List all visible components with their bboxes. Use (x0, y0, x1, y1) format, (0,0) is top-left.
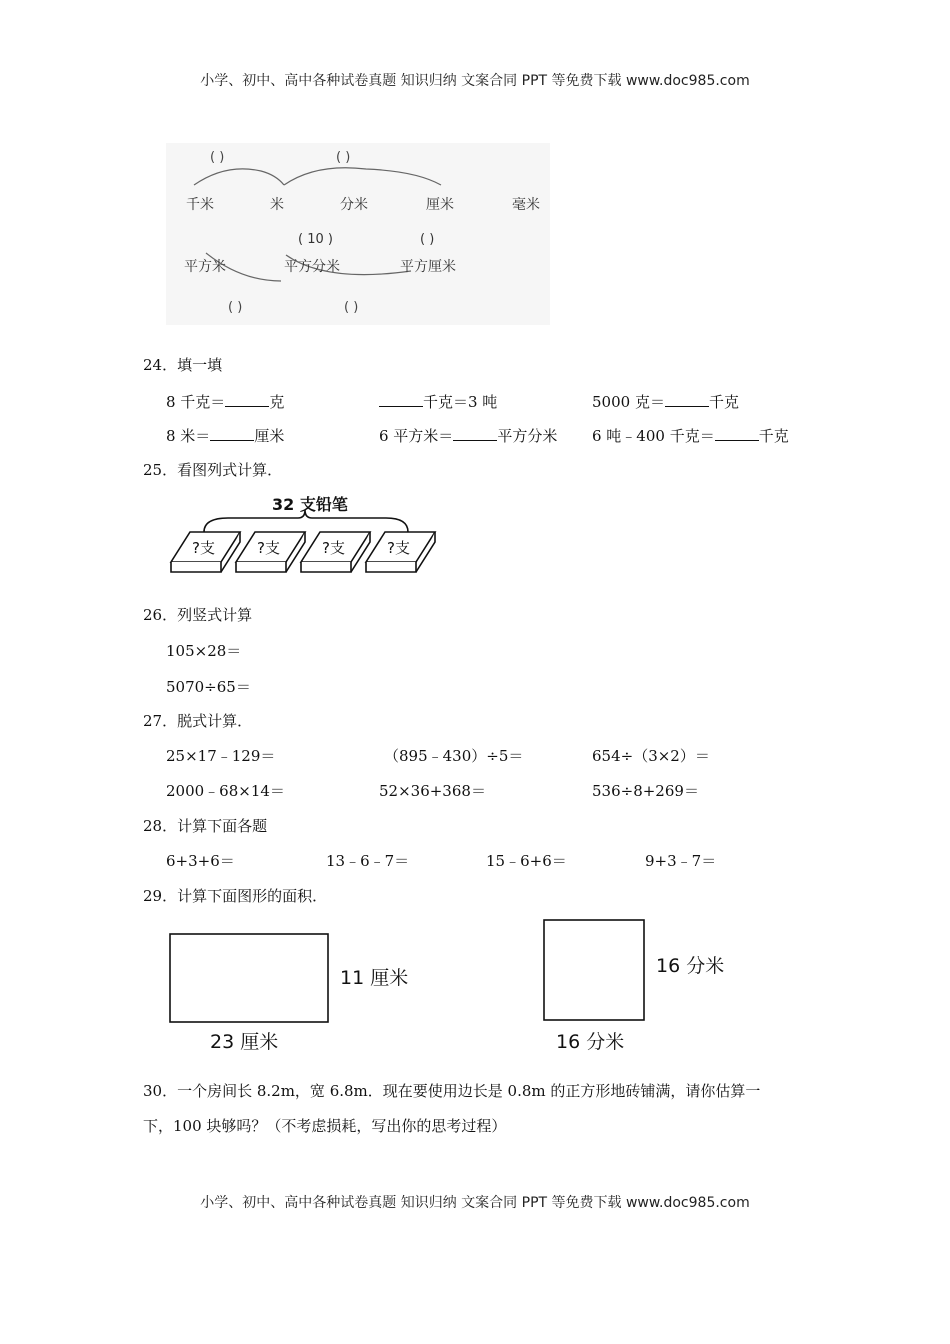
q24-item-6: 6 吨﹣400 千克＝ 千克 (592, 427, 789, 445)
total-label: 32 支铅笔 (272, 495, 348, 514)
square-bottom-label: 16 分米 (556, 1031, 625, 1053)
mid-paren-2: ( ) (420, 232, 435, 247)
unit-conversion-figure (166, 143, 550, 325)
page-footer: 小学、初中、高中各种试卷真题 知识归纳 文案合同 PPT 等免费下载 www.doc985.com (200, 1195, 750, 1211)
q29-title: 29．计算下面图形的面积． (143, 887, 328, 905)
q27-item-1: 25×17﹣129＝ (166, 747, 276, 765)
q24-title: 24．填一填 (143, 356, 223, 374)
q27-title: 27．脱式计算． (143, 712, 253, 730)
unit-dm2: 平方分米 (284, 259, 340, 275)
bottom-paren-1: ( ) (228, 300, 243, 315)
unit-dm: 分米 (340, 197, 368, 213)
bottom-paren-2: ( ) (344, 300, 359, 315)
box-label-3: ?支 (322, 539, 345, 557)
q26-item-1: 105×28＝ (166, 642, 242, 660)
q24-item-1: 8 千克＝ 克 (166, 393, 285, 411)
q27-item-2: （895﹣430）÷5＝ (384, 747, 524, 765)
q28-item-3: 15﹣6+6＝ (486, 852, 567, 870)
area-figures (160, 912, 760, 1062)
page-header: 小学、初中、高中各种试卷真题 知识归纳 文案合同 PPT 等免费下载 www.doc985.com (200, 73, 750, 89)
q27-item-5: 52×36+368＝ (379, 782, 486, 800)
q28-item-1: 6+3+6＝ (166, 852, 235, 870)
unit-cm: 厘米 (426, 197, 454, 213)
unit-m: 米 (270, 197, 284, 213)
q25-title: 25．看图列式计算． (143, 461, 283, 479)
pencil-boxes-figure (168, 490, 443, 580)
box-label-2: ?支 (257, 539, 280, 557)
q28-item-2: 13﹣6﹣7＝ (326, 852, 410, 870)
q27-item-3: 654÷（3×2）＝ (592, 747, 710, 765)
q26-title: 26．列竖式计算 (143, 606, 253, 624)
box-label-4: ?支 (387, 539, 410, 557)
q28-title: 28．计算下面各题 (143, 817, 268, 835)
q26-item-2: 5070÷65＝ (166, 678, 251, 696)
unit-km: 千米 (186, 197, 214, 213)
box-label-1: ?支 (192, 539, 215, 557)
square-side-label: 16 分米 (656, 955, 725, 977)
rect-height-label: 11 厘米 (340, 967, 409, 989)
rect-width-label: 23 厘米 (210, 1031, 279, 1053)
q30-line1: 30．一个房间长 8.2m，宽 6.8m．现在要使用边长是 0.8m 的正方形地砖铺满，请你估算一 (143, 1082, 761, 1100)
q27-item-4: 2000﹣68×14＝ (166, 782, 285, 800)
q27-item-6: 536÷8+269＝ (592, 782, 699, 800)
unit-mm: 毫米 (512, 197, 540, 213)
top-paren-1: ( ) (210, 150, 225, 165)
q24-item-3: 5000 克＝ 千克 (592, 393, 739, 411)
q28-item-4: 9+3﹣7＝ (645, 852, 717, 870)
q24-item-4: 8 米＝ 厘米 (166, 427, 285, 445)
unit-m2: 平方米 (184, 259, 226, 275)
q24-item-2: 千克＝3 吨 (379, 391, 497, 412)
unit-cm2: 平方厘米 (400, 259, 456, 275)
square-shape (544, 920, 644, 1020)
mid-paren-1: ( 10 ) (298, 232, 333, 247)
rectangle-shape (170, 934, 328, 1022)
top-paren-2: ( ) (336, 150, 351, 165)
q30-line2: 下，100 块够吗？（不考虑损耗，写出你的思考过程） (143, 1117, 507, 1135)
q24-item-5: 6 平方米＝ 平方分米 (379, 427, 558, 445)
